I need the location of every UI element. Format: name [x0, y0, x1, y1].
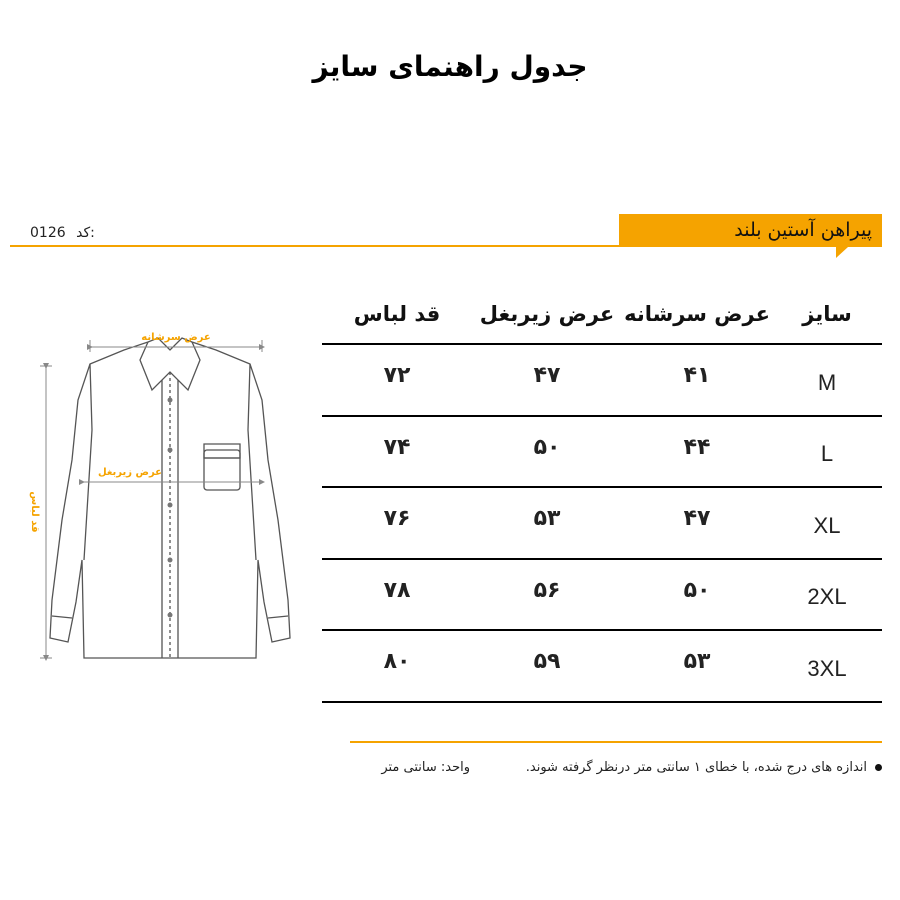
measurement-note-text: اندازه های درج شده، با خطای ۱ سانتی متر درنظر گرفته شوند.	[525, 760, 867, 775]
header-chest-width: عرض زیربغل	[479, 302, 615, 326]
size-cell: M	[817, 369, 837, 395]
table-row	[322, 345, 882, 417]
table-header-row	[322, 285, 882, 345]
shirt-diagram	[20, 320, 320, 670]
table-row	[322, 417, 882, 489]
chest-cell: ۵۶	[533, 577, 561, 603]
product-code-value: 0126	[30, 225, 66, 241]
length-cell: ۷۶	[383, 506, 411, 532]
chest-cell: ۵۰	[533, 434, 561, 460]
footer-accent-line	[350, 741, 882, 743]
size-cell: L	[820, 441, 834, 467]
table-row	[322, 631, 882, 703]
length-cell: ۷۸	[383, 577, 411, 603]
bullet-icon	[875, 764, 882, 771]
shoulder-cell: ۵۰	[683, 577, 711, 603]
length-label: قد لباس	[29, 491, 40, 533]
size-cell: 2XL	[807, 584, 847, 610]
size-cell: XL	[813, 512, 841, 538]
shoulder-cell: ۴۱	[683, 363, 711, 389]
shoulder-cell: ۴۴	[683, 434, 711, 460]
product-name-tag: پیراهن آستین بلند	[619, 214, 882, 247]
shoulder-cell: ۵۳	[683, 649, 711, 675]
product-tag-notch	[836, 247, 848, 258]
length-cell: ۷۲	[383, 363, 411, 389]
header-accent-line	[10, 245, 620, 247]
shoulder-width-label: عرض سرشانه	[141, 332, 211, 343]
shirt-pocket	[204, 450, 240, 490]
product-code	[30, 225, 150, 241]
unit-note: واحد: سانتی متر	[381, 760, 470, 775]
header-size: سایز	[802, 302, 852, 326]
table-row	[322, 488, 882, 560]
header-shoulder-width: عرض سرشانه	[624, 302, 770, 326]
chest-width-label: عرض زیربغل	[97, 467, 163, 478]
size-table	[322, 285, 882, 703]
table-row	[322, 560, 882, 632]
chest-cell: ۵۹	[533, 649, 561, 675]
size-cell: 3XL	[807, 655, 847, 681]
length-cell: ۸۰	[383, 649, 411, 675]
shoulder-cell: ۴۷	[683, 506, 711, 532]
page-title: جدول راهنمای سایز	[312, 50, 588, 83]
chest-cell: ۴۷	[533, 363, 561, 389]
header-length: قد لباس	[353, 302, 441, 326]
measurement-note	[480, 760, 882, 775]
chest-cell: ۵۳	[533, 506, 561, 532]
product-code-label: کد:	[76, 225, 95, 241]
length-cell: ۷۴	[383, 434, 411, 460]
